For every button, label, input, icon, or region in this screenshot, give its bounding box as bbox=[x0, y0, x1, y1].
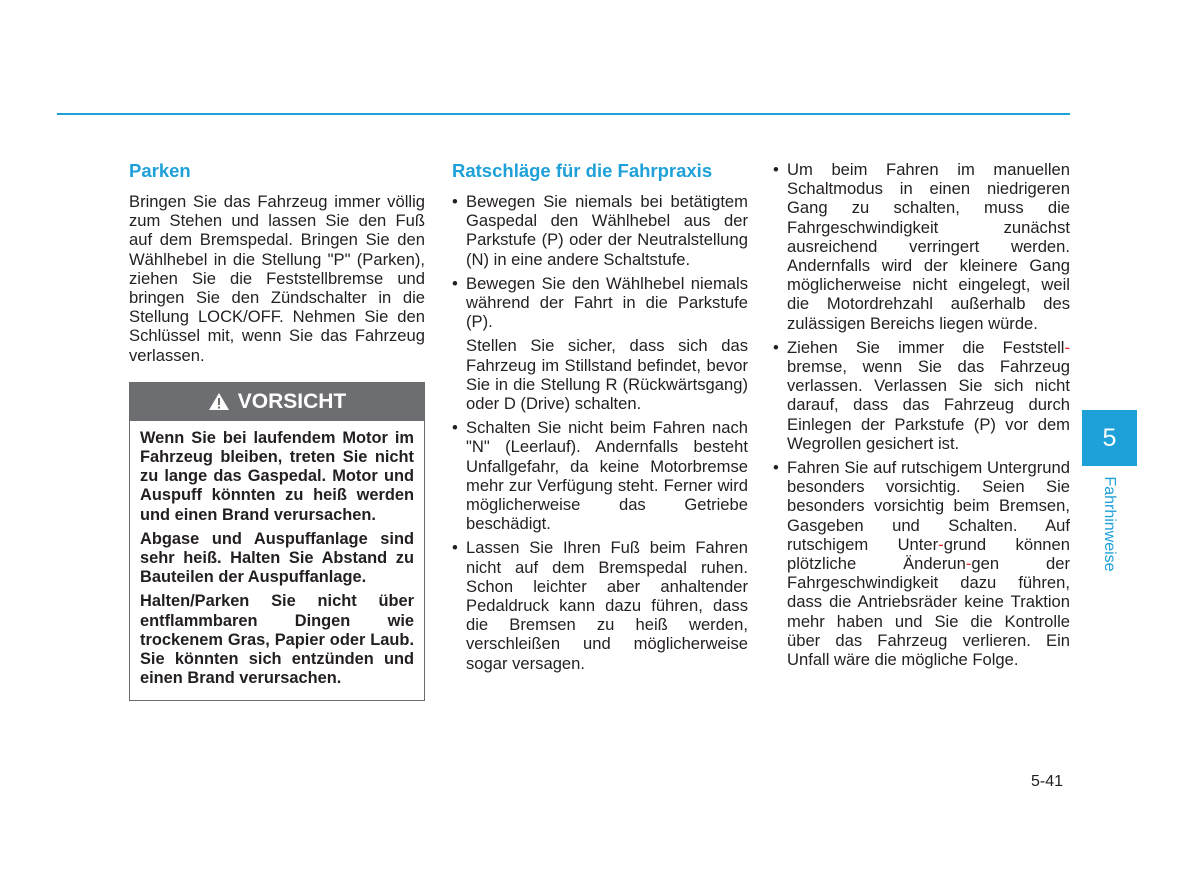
caution-paragraph: Abgase und Auspuffanlage sind sehr heiß. Halten Sie Abstand zu Bauteilen der Auspuffanlage. bbox=[140, 529, 414, 587]
tips-list bbox=[452, 192, 748, 673]
column-parken bbox=[129, 160, 425, 701]
list-item-text: • Lassen Sie Ihren Fuß beim Fahren nicht auf dem Bremspedal ruhen. Schon leichter aber anhaltender Pedaldruck kann dazu führen, dass die Bremsen zu heiß werden, verschleißen und möglicherweise sogar versagen. bbox=[466, 538, 748, 673]
text-segment: Fahren Sie auf rutschigem Untergrund besonders vorsichtig. Seien Sie besonders vorsichtig beim Bremsen, Gasgeben und Schalten. Auf rutschigem Unter bbox=[787, 458, 1070, 554]
text-segment: grund können plötzliche Änderun bbox=[787, 534, 1070, 574]
text-segment: Ziehen Sie immer die Feststell bbox=[787, 337, 1065, 357]
page-number: 5-41 bbox=[1031, 773, 1064, 790]
caution-body bbox=[130, 421, 424, 701]
list-item-text bbox=[787, 458, 1070, 669]
warning-triangle-icon bbox=[208, 392, 230, 411]
chapter-label bbox=[1099, 478, 1119, 570]
list-item bbox=[452, 418, 748, 533]
column-tips-continued bbox=[773, 160, 1070, 674]
caution-header bbox=[130, 383, 424, 421]
chapter-title: Fahrhinweise bbox=[1101, 476, 1118, 572]
list-item bbox=[452, 538, 748, 672]
chapter-number: 5 bbox=[1102, 423, 1117, 452]
text-segment: gen der Fahrgeschwindigkeit dazu führen, dass die Antriebsräder keine Traktion mehr haben und Sie die Kontrolle über das Fahrzeug verlieren. Ein Unfall wäre die mögliche Folge. bbox=[787, 554, 1070, 670]
list-item-text: • Bewegen Sie den Wählhebel niemals während der Fahrt in die Parkstufe (P). bbox=[466, 273, 748, 332]
chapter-tab[interactable] bbox=[1082, 410, 1137, 466]
list-item-text: • Schalten Sie nicht beim Fahren nach "N" (Leerlauf). Andernfalls besteht Unfallgefahr, da keine Motorbremse mehr zur Verfügung steht. Ferner wird möglicherweise das Getriebe beschädigt. bbox=[466, 418, 748, 534]
column-fahrpraxis bbox=[452, 160, 748, 678]
list-item-text bbox=[787, 338, 1070, 453]
list-item bbox=[773, 458, 1070, 669]
hyphen-mark: - bbox=[1064, 337, 1070, 357]
list-item bbox=[452, 192, 748, 269]
list-item bbox=[773, 160, 1070, 333]
text-segment: bremse, wenn Sie das Fahrzeug verlassen. Verlassen Sie sich nicht darauf, dass das Fahrzeug durch Einlegen der Parkstufe (P) vor dem Wegrollen gesichert ist. bbox=[787, 357, 1070, 453]
header-rule bbox=[57, 113, 1070, 115]
list-item bbox=[452, 274, 748, 413]
caution-title: VORSICHT bbox=[237, 390, 347, 414]
list-item-note: Stellen Sie sicher, dass sich das Fahrzeug im Stillstand befindet, bevor Sie in die Stellung R (Rückwärtsgang) oder D (Drive) schalten. bbox=[466, 336, 748, 414]
tips-list-continued bbox=[773, 160, 1070, 669]
section-heading-fahrpraxis: Ratschläge für die Fahrpraxis bbox=[452, 160, 713, 181]
list-item bbox=[773, 338, 1070, 453]
hyphen-mark: - bbox=[965, 554, 972, 574]
list-item-text: • Um beim Fahren im manuellen Schaltmodus in einen niedrigeren Gang zu schalten, muss die Fahrgeschwindigkeit zunächst ausreichend verringert werden. Andernfalls wird der kleinere Gang möglicherweise nicht eingelegt, weil die Motordrehzahl außerhalb des zulässigen Bereichs liegen würde. bbox=[787, 160, 1070, 333]
list-item-text: • Bewegen Sie niemals bei betätigtem Gaspedal den Wählhebel aus der Parkstufe (P) oder der Neutralstellung (N) in eine andere Schaltstufe. bbox=[466, 192, 748, 269]
caution-paragraph: Halten/Parken Sie nicht über entflammbaren Dingen wie trockenem Gras, Papier oder Laub. Sie könnten sich entzünden und einen Brand verursachen. bbox=[140, 592, 414, 688]
parken-paragraph: Bringen Sie das Fahrzeug immer völlig zum Stehen und lassen Sie den Fuß auf dem Bremspedal. Bringen Sie den Wählhebel in die Stellung "P" (Parken), ziehen Sie die Feststellbremse und bringen Sie den Zündschalter in die Stellung LOCK/OFF. Nehmen Sie den Schlüssel mit, wenn Sie das Fahrzeug verlassen. bbox=[129, 192, 425, 365]
section-heading-parken: Parken bbox=[129, 160, 191, 181]
hyphen-mark: - bbox=[938, 534, 944, 554]
caution-box bbox=[129, 382, 425, 702]
caution-paragraph: Wenn Sie bei laufendem Motor im Fahrzeug bleiben, treten Sie nicht zu lange das Gaspedal. Motor und Auspuff könnten zu heiß werden und einen Brand verursachen. bbox=[140, 428, 414, 524]
